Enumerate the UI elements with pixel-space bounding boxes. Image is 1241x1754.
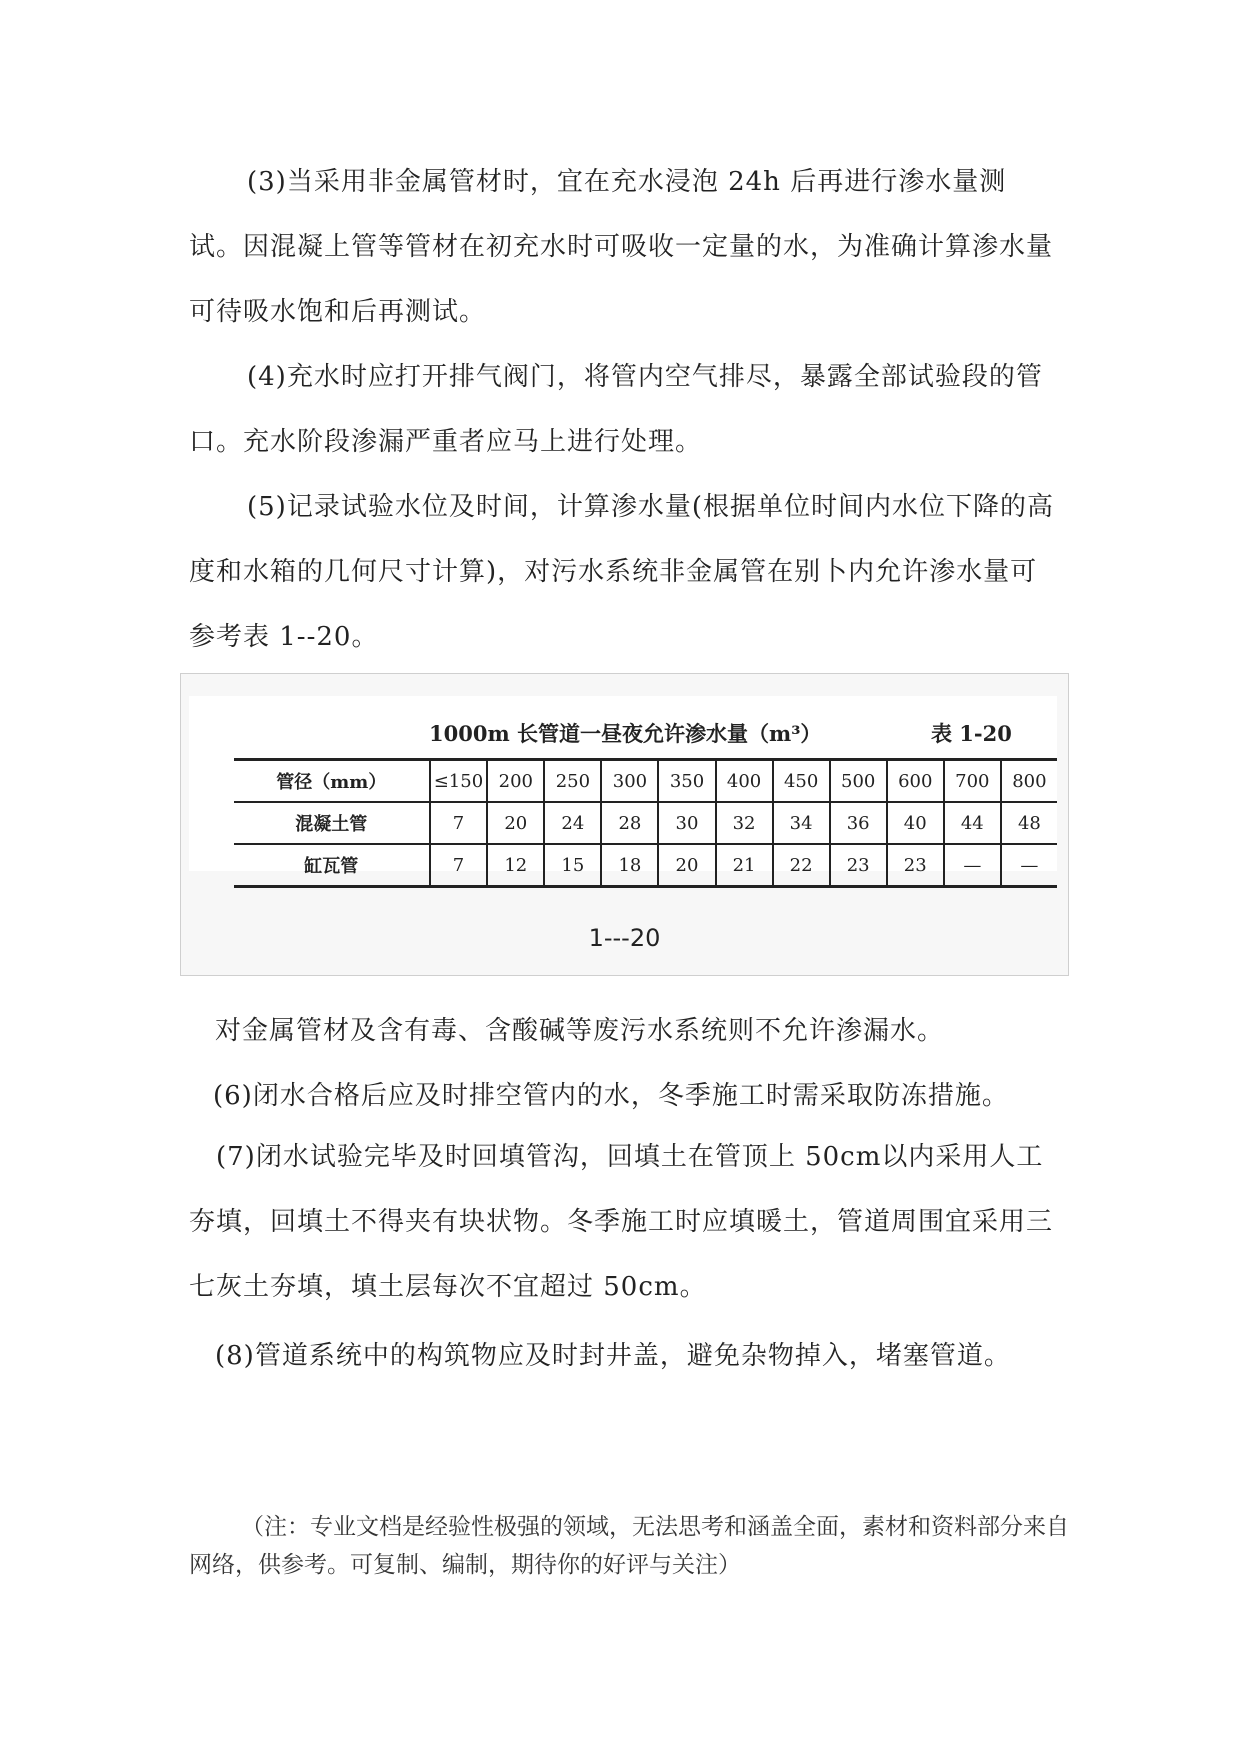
value-cell: 32 — [716, 802, 773, 844]
paragraph-8: (8)管道系统中的构筑物应及时封井盖，避免杂物掉入，堵塞管道。 — [215, 1341, 1011, 1371]
value-cell: 30 — [658, 802, 715, 844]
header-label: 管径（mm） — [234, 760, 430, 803]
diameter-cell: 400 — [716, 760, 773, 803]
row-label: 缸瓦管 — [234, 844, 430, 887]
value-cell: 24 — [544, 802, 601, 844]
value-cell: 20 — [487, 802, 544, 844]
table-caption: 1---20 — [588, 924, 661, 952]
value-cell: 7 — [430, 802, 488, 844]
table-header-row — [234, 760, 1057, 803]
value-cell: 20 — [658, 844, 715, 887]
diameter-cell: 350 — [658, 760, 715, 803]
diameter-cell: ≤150 — [430, 760, 488, 803]
row-label: 混凝土管 — [234, 802, 430, 844]
leakage-table — [234, 758, 1057, 888]
value-cell: 23 — [830, 844, 887, 887]
value-cell: 36 — [830, 802, 887, 844]
value-cell: 40 — [887, 802, 944, 844]
paragraph-3: (3)当采用非金属管材时，宜在充水浸泡 24h 后再进行渗水量测试。因混凝上管等管材在初充水时可吸收一定量的水，为准确计算渗水量可待吸水饱和后再测试。 — [189, 167, 1054, 327]
table-title: 1000m 长管道一昼夜允许渗水量（m³） — [429, 721, 822, 746]
paragraph-7: (7)闭水试验完毕及时回填管沟，回填土在管顶上 50cm以内采用人工夯填，回填土不得夹有块状物。冬季施工时应填暖土，管道周围宜采用三七灰土夯填，填土层每次不宜超过 50cm。 — [189, 1142, 1054, 1302]
diameter-cell: 200 — [487, 760, 544, 803]
diameter-cell: 700 — [944, 760, 1001, 803]
value-cell: 44 — [944, 802, 1001, 844]
table-row — [234, 802, 1057, 844]
diameter-cell: 600 — [887, 760, 944, 803]
table-reference: 表 1-20 — [931, 721, 1012, 746]
paragraph-metal: 对金属管材及含有毒、含酸碱等废污水系统则不允许渗漏水。 — [215, 1016, 945, 1046]
diameter-cell: 250 — [544, 760, 601, 803]
diameter-cell: 500 — [830, 760, 887, 803]
value-cell: 22 — [773, 844, 830, 887]
table-figure — [180, 673, 1069, 976]
paragraph-5: (5)记录试验水位及时间，计算渗水量(根据单位时间内水位下降的高度和水箱的几何尺寸计算)，对污水系统非金属管在别卜内允许渗水量可参考表 1--20。 — [189, 492, 1054, 652]
value-cell: 12 — [487, 844, 544, 887]
table-image — [189, 696, 1057, 877]
value-cell: 34 — [773, 802, 830, 844]
footnote: （注：专业文档是经验性极强的领域，无法思考和涵盖全面，素材和资料部分来自网络，供参考。可复制、编制，期待你的好评与关注） — [189, 1514, 1069, 1578]
value-cell: 18 — [601, 844, 658, 887]
value-cell: 23 — [887, 844, 944, 887]
paragraph-6: (6)闭水合格后应及时排空管内的水，冬季施工时需采取防冻措施。 — [213, 1081, 1009, 1111]
value-cell: 21 — [716, 844, 773, 887]
table-row — [234, 844, 1057, 887]
value-cell: — — [1001, 844, 1057, 887]
value-cell: 15 — [544, 844, 601, 887]
value-cell: 48 — [1001, 802, 1057, 844]
diameter-cell: 800 — [1001, 760, 1057, 803]
diameter-cell: 450 — [773, 760, 830, 803]
value-cell: 28 — [601, 802, 658, 844]
diameter-cell: 300 — [601, 760, 658, 803]
paragraph-4: (4)充水时应打开排气阀门，将管内空气排尽，暴露全部试验段的管口。充水阶段渗漏严重者应马上进行处理。 — [189, 362, 1043, 457]
value-cell: 7 — [430, 844, 488, 887]
value-cell: — — [944, 844, 1001, 887]
